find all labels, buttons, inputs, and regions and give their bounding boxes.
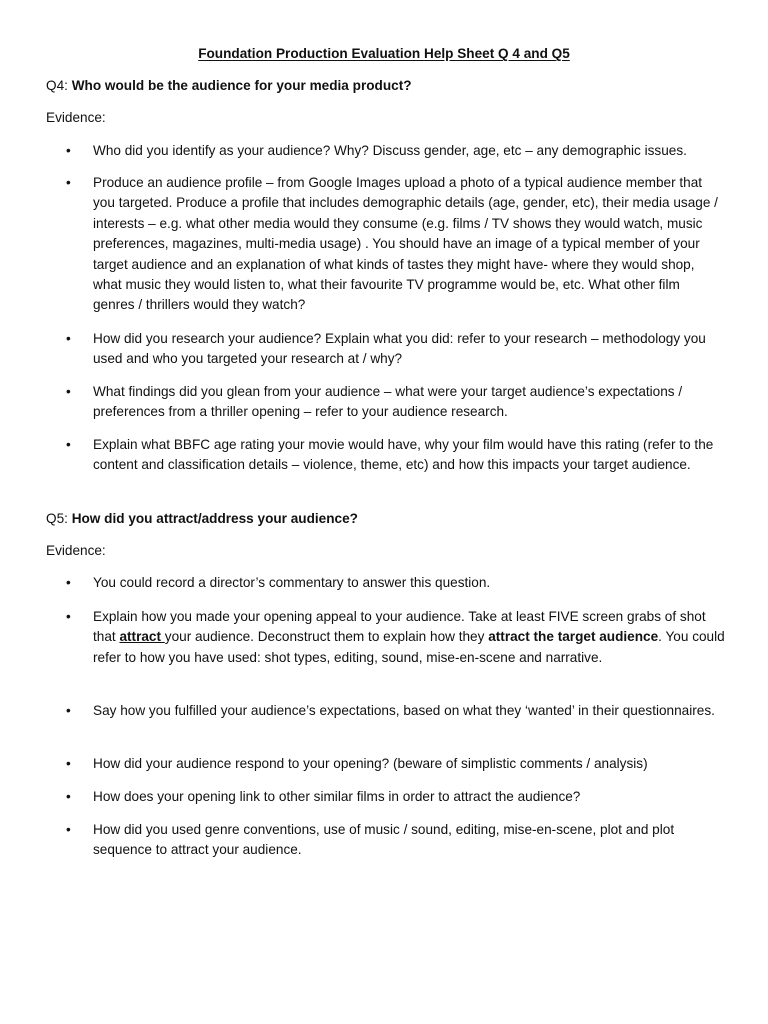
q4-prefix: Q4: [46,78,72,93]
q5-bullet-2-bold: attract the target audience [488,629,659,645]
q4-bullet-2: • Produce an audience profile – from Google Images upload a photo of a typical audience member that you targeted. Produce a profile that includes demographic details (age, gender, etc), their media usage / interests – e.g. what other media would they consume (e.g. films / TV shows they would watch, music preferences, magazines, multi-media usage) . You should have an image of a typical member of your target audience and an explanation of what kinds of tastes they might have- where they would shop, what music they would listen to, what their favourite TV programme would be, etc. What other film genres / thrillers would they watch? [93,173,725,316]
q5-evidence-label: Evidence: [46,543,106,558]
q5-bullet-2-part3: . You could refer to how you have used: shot types, editing, sound, mise-en-scene and narrative. [93,629,725,665]
q4-question: Who would be the audience for your media product? [71,78,412,93]
q4-bullet-3: • How did you research your audience? Explain what you did: refer to your research – methodology you used and who you targeted your research at / why? [93,329,725,370]
q4-bullet-1: • Who did you identify as your audience? Why? Discuss gender, age, etc – any demographic issues. [93,141,725,161]
q5-bullet-1: • You could record a director’s commentary to answer this question. [93,573,725,593]
q5-bullet-6: • How did you used genre conventions, use of music / sound, editing, mise-en-scene, plot and plot sequence to attract your audience. [93,820,725,861]
q4-bullet-4: • What findings did you glean from your audience – what were your target audience’s expectations / preferences from a thriller opening – refer to your audience research. [93,382,725,423]
q5-bullet-4: • How did your audience respond to your opening? (beware of simplistic comments / analysis) [93,754,725,774]
q4-heading [46,76,726,96]
q4-evidence-label: Evidence: [46,110,106,125]
q5-bullet-2-part1: Explain how you made your opening appeal to your audience. Take at least FIVE screen grabs of shot that [93,609,706,645]
q5-prefix: Q5: [46,511,72,526]
q5-heading [46,509,726,529]
q5-question: How did you attract/address your audience? [71,511,358,526]
q5-bullet-3: • Say how you fulfilled your audience’s expectations, based on what they ‘wanted’ in their questionnaires. [93,701,725,721]
page-title: Foundation Production Evaluation Help Sheet Q 4 and Q5 [198,46,570,61]
q5-bullet-2 [93,607,725,668]
q5-bullet-2-part2: your audience. Deconstruct them to explain how they [164,629,489,645]
q4-bullet-5: • Explain what BBFC age rating your movie would have, why your film would have this rating (refer to the content and classification details – violence, theme, etc) and how this impacts your target audience. [93,435,725,476]
q5-bullet-5: • How does your opening link to other similar films in order to attract the audience? [93,787,725,807]
q5-bullet-2-attract: attract [119,629,165,645]
